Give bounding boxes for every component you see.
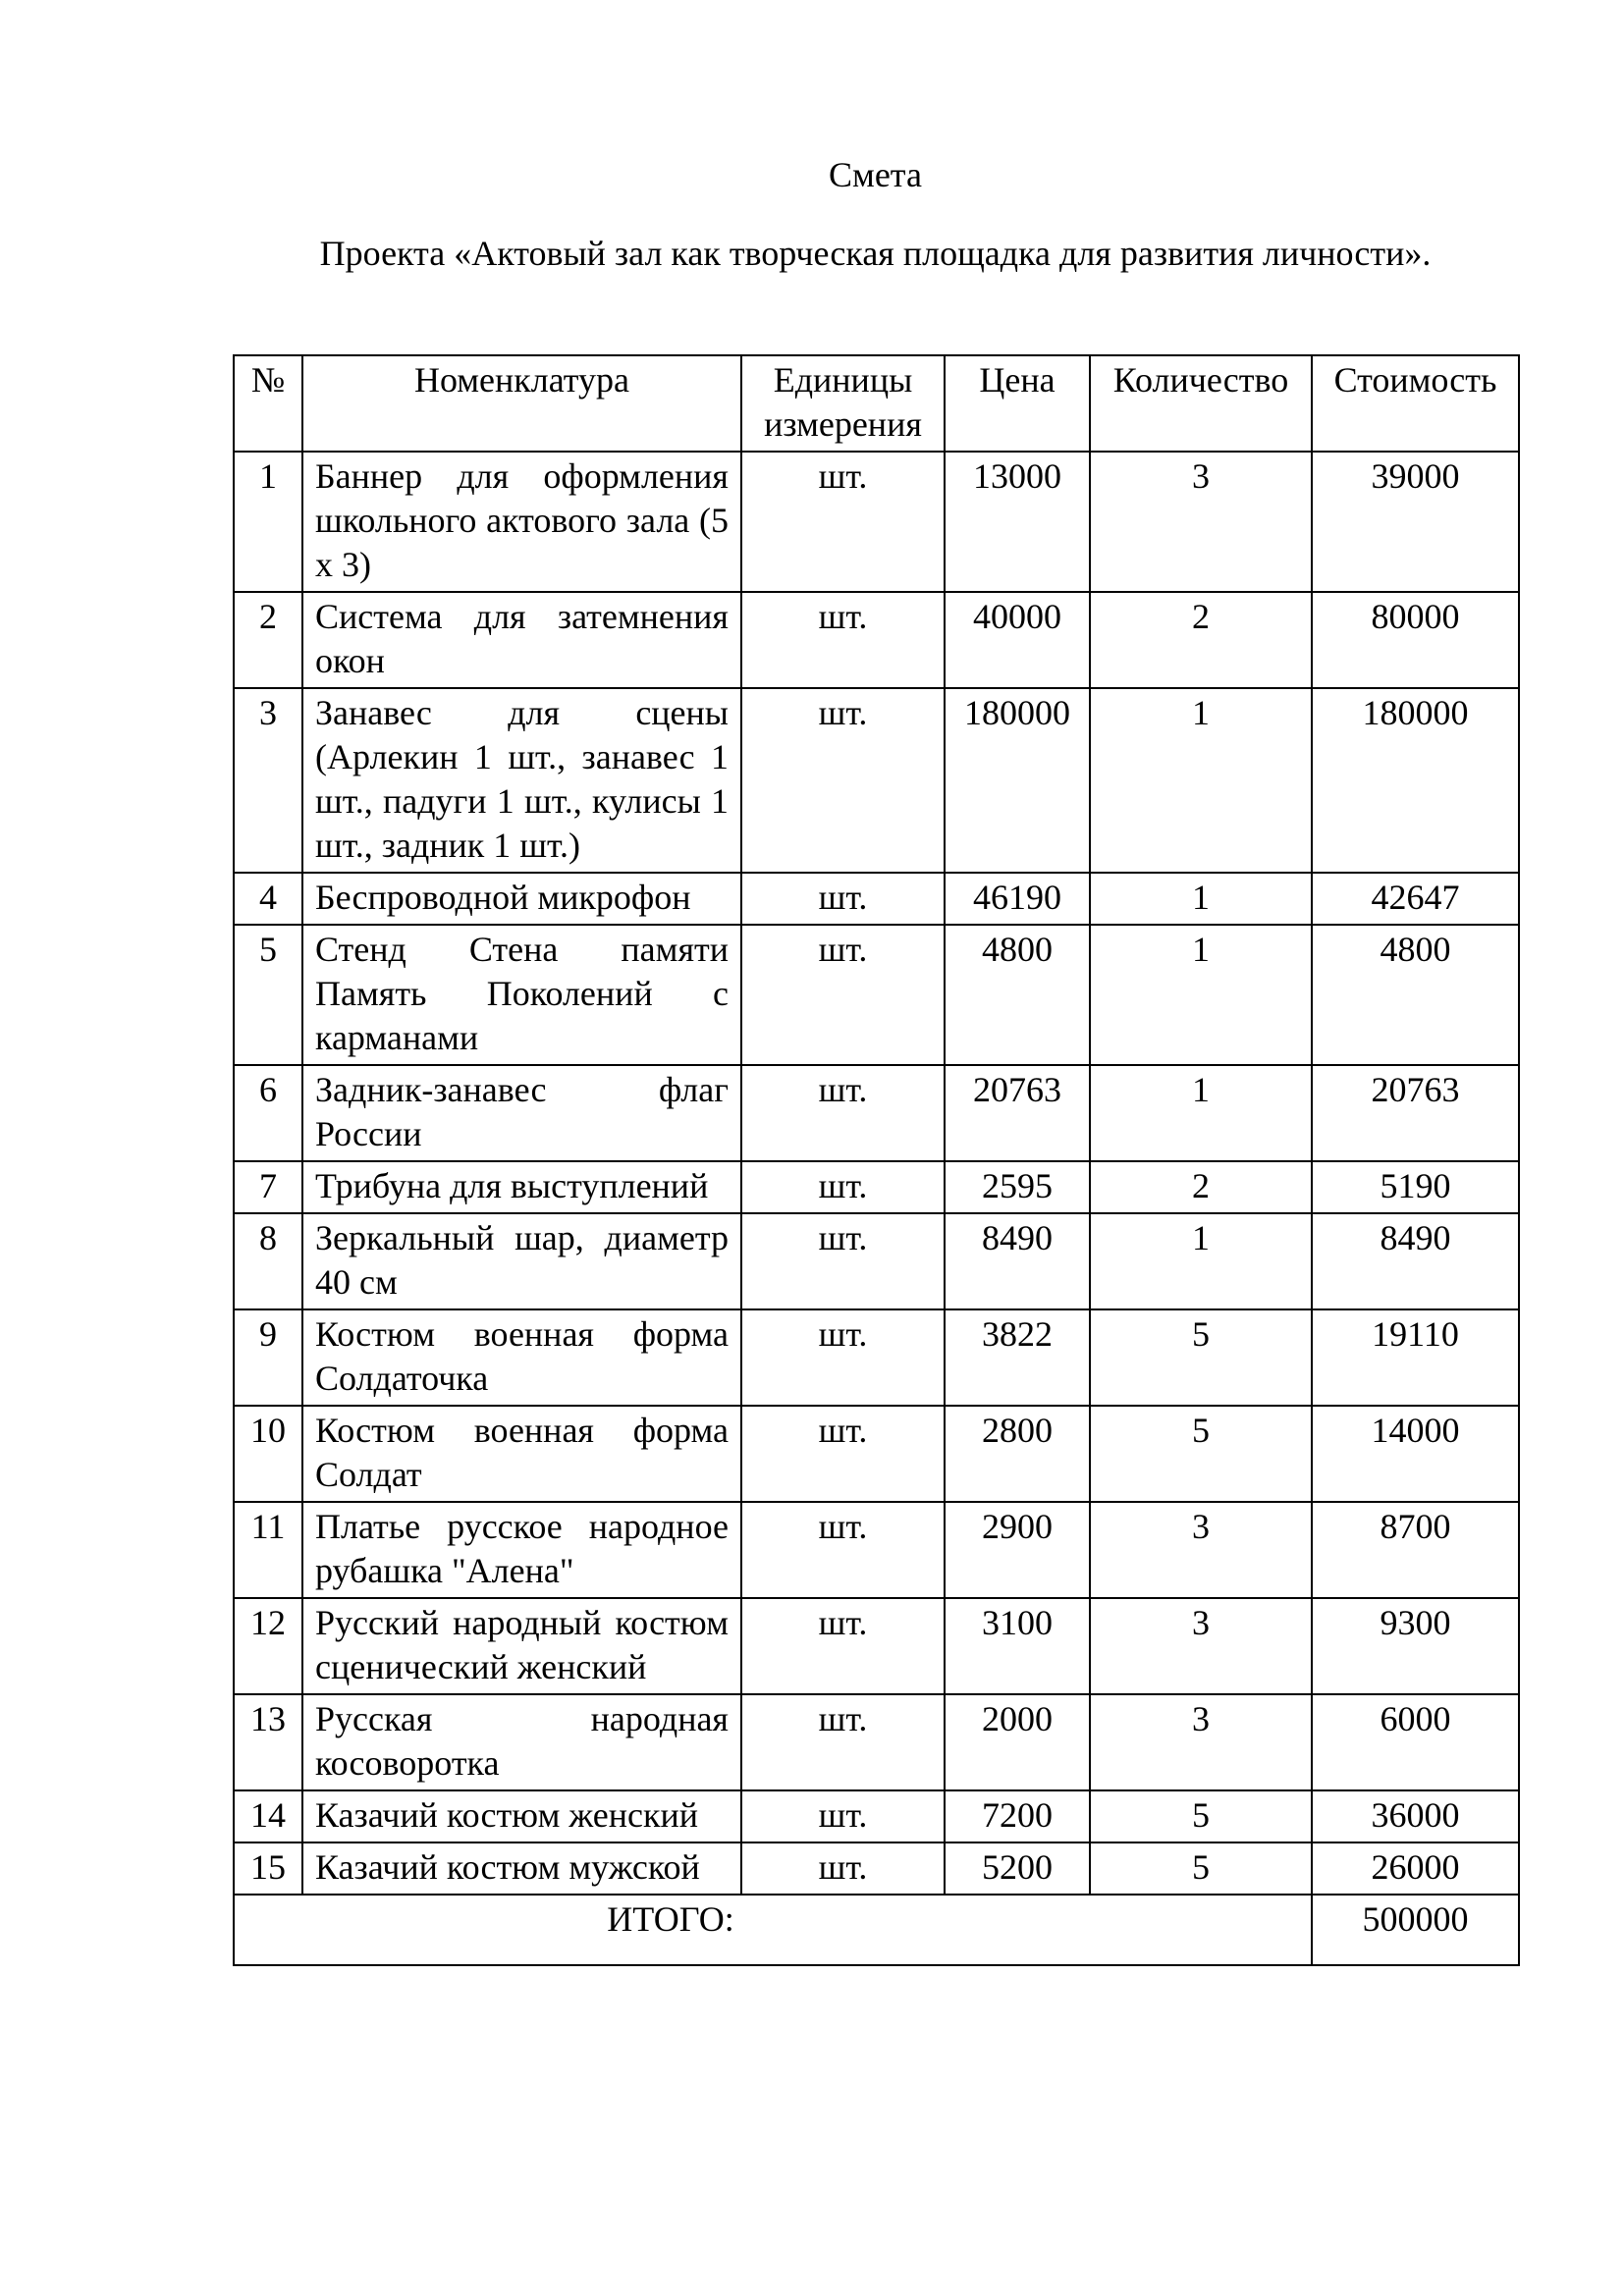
row-cost: 36000 [1312,1790,1519,1842]
table-row [234,1790,1519,1842]
header-unit: Единицы измерения [741,355,945,452]
total-value: 500000 [1312,1895,1519,1965]
row-num: 15 [234,1842,302,1895]
row-name: Костюм военная форма Солдаточка [302,1309,741,1406]
row-unit: шт. [741,452,945,592]
table-header-row [234,355,1519,452]
row-unit: шт. [741,1161,945,1213]
row-num: 1 [234,452,302,592]
header-name: Номенклатура [302,355,741,452]
row-num: 7 [234,1161,302,1213]
row-price: 46190 [945,873,1090,925]
row-unit: шт. [741,1598,945,1694]
row-num: 11 [234,1502,302,1598]
row-unit: шт. [741,873,945,925]
row-cost: 5190 [1312,1161,1519,1213]
row-unit: шт. [741,1502,945,1598]
row-price: 4800 [945,925,1090,1065]
row-num: 3 [234,688,302,873]
row-qty: 3 [1090,1694,1312,1790]
row-unit: шт. [741,592,945,688]
total-row [234,1895,1519,1965]
row-cost: 8700 [1312,1502,1519,1598]
row-price: 2595 [945,1161,1090,1213]
row-qty: 5 [1090,1309,1312,1406]
row-qty: 2 [1090,592,1312,688]
table-row [234,1842,1519,1895]
header-qty: Количество [1090,355,1312,452]
row-qty: 5 [1090,1790,1312,1842]
table-row [234,1065,1519,1161]
row-cost: 9300 [1312,1598,1519,1694]
row-name: Система для затемнения окон [302,592,741,688]
row-name: Казачий костюм мужской [302,1842,741,1895]
table-row [234,1694,1519,1790]
row-num: 6 [234,1065,302,1161]
row-cost: 8490 [1312,1213,1519,1309]
row-name: Трибуна для выступлений [302,1161,741,1213]
row-num: 2 [234,592,302,688]
row-name: Костюм военная форма Солдат [302,1406,741,1502]
row-qty: 1 [1090,1213,1312,1309]
row-unit: шт. [741,1790,945,1842]
row-price: 2000 [945,1694,1090,1790]
row-num: 8 [234,1213,302,1309]
row-price: 8490 [945,1213,1090,1309]
row-name: Баннер для оформления школьного актового зала (5 х 3) [302,452,741,592]
row-qty: 1 [1090,688,1312,873]
row-price: 7200 [945,1790,1090,1842]
table-row [234,592,1519,688]
row-price: 3100 [945,1598,1090,1694]
row-num: 12 [234,1598,302,1694]
row-qty: 3 [1090,1598,1312,1694]
row-unit: шт. [741,1842,945,1895]
table-row [234,1309,1519,1406]
row-cost: 20763 [1312,1065,1519,1161]
row-qty: 1 [1090,925,1312,1065]
row-name: Задник-занавес флаг России [302,1065,741,1161]
row-qty: 5 [1090,1406,1312,1502]
row-qty: 3 [1090,452,1312,592]
row-name: Занавес для сцены (Арлекин 1 шт., занавес 1 шт., падуги 1 шт., кулисы 1 шт., задник 1 шт.) [302,688,741,873]
row-num: 4 [234,873,302,925]
row-name: Русская народная косоворотка [302,1694,741,1790]
row-cost: 26000 [1312,1842,1519,1895]
row-cost: 4800 [1312,925,1519,1065]
header-cost: Стоимость [1312,355,1519,452]
row-name: Казачий костюм женский [302,1790,741,1842]
table-row [234,1213,1519,1309]
row-name: Зеркальный шар, диаметр 40 см [302,1213,741,1309]
row-qty: 1 [1090,1065,1312,1161]
row-price: 5200 [945,1842,1090,1895]
document-subtitle: Проекта «Актовый зал как творческая площадка для развития личности». [319,234,1432,273]
row-unit: шт. [741,925,945,1065]
row-cost: 39000 [1312,452,1519,592]
row-unit: шт. [741,1694,945,1790]
table-row [234,1406,1519,1502]
row-price: 40000 [945,592,1090,688]
table-row [234,873,1519,925]
row-price: 180000 [945,688,1090,873]
row-name: Стенд Стена памяти Память Поколений с карманами [302,925,741,1065]
row-price: 3822 [945,1309,1090,1406]
row-cost: 42647 [1312,873,1519,925]
row-qty: 1 [1090,873,1312,925]
table-row [234,688,1519,873]
row-num: 14 [234,1790,302,1842]
row-qty: 2 [1090,1161,1312,1213]
row-num: 10 [234,1406,302,1502]
table-row [234,1598,1519,1694]
row-name: Беспроводной микрофон [302,873,741,925]
row-unit: шт. [741,688,945,873]
table-row [234,1161,1519,1213]
document-title: Смета [829,155,922,194]
row-cost: 180000 [1312,688,1519,873]
row-price: 2800 [945,1406,1090,1502]
row-num: 5 [234,925,302,1065]
table-row [234,452,1519,592]
row-unit: шт. [741,1406,945,1502]
row-price: 13000 [945,452,1090,592]
row-price: 2900 [945,1502,1090,1598]
row-num: 9 [234,1309,302,1406]
header-price: Цена [945,355,1090,452]
table-row [234,925,1519,1065]
table-body [234,452,1519,1895]
row-cost: 14000 [1312,1406,1519,1502]
row-price: 20763 [945,1065,1090,1161]
row-unit: шт. [741,1213,945,1309]
row-qty: 5 [1090,1842,1312,1895]
row-cost: 6000 [1312,1694,1519,1790]
row-name: Платье русское народное рубашка "Алена" [302,1502,741,1598]
table-row [234,1502,1519,1598]
row-cost: 19110 [1312,1309,1519,1406]
row-name: Русский народный костюм сценический женский [302,1598,741,1694]
total-label: ИТОГО: [234,1895,1312,1965]
row-unit: шт. [741,1065,945,1161]
header-num: № [234,355,302,452]
estimate-table [233,354,1520,1966]
row-qty: 3 [1090,1502,1312,1598]
row-cost: 80000 [1312,592,1519,688]
row-num: 13 [234,1694,302,1790]
row-unit: шт. [741,1309,945,1406]
